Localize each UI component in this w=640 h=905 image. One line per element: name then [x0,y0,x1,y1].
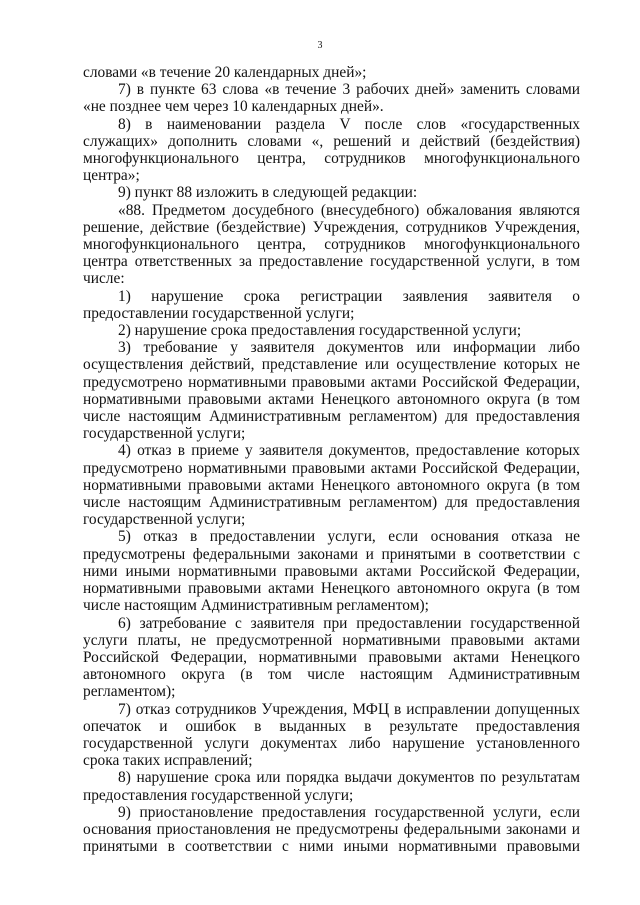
paragraph-item-9: 9) пункт 88 изложить в следующей редакции: [118,184,418,202]
list-item-3: 3) требование у заявителя документов или информации либо осуществления действий, представление или осуществление которых не предусмотрено нормативными правовыми актами Российской Федерации, нормативными правовыми актами Ненецкого автономного округа (в том числе настоящим Административным регламентом) для предоставления государственной услуги; [83,339,580,443]
list-item-2: 2) нарушение срока предоставления государственной услуги; [118,322,522,340]
paragraph-point-88: «88. Предметом досудебного (внесудебного) обжалования являются решение, действие (бездействие) Учреждения, сотрудников Учреждения, многофункционального центра, сотрудников многофункционального центра ответственных за предоставление государственной услуги, в том числе: [83,201,580,288]
paragraph-continuation: словами «в течение 20 календарных дней»; [83,64,367,81]
paragraph-item-8: 8) в наименовании раздела V после слов «государственных служащих» дополнить словами «, решений и действий (бездействия) многофункционального центра, сотрудников многофункционального центра»; [83,115,580,185]
paragraph-item-7: 7) в пункте 63 слова «в течение 3 рабочих дней» заменить словами «не позднее чем через 10 календарных дней». [83,81,580,116]
list-item-9: 9) приостановление предоставления государственной услуги, если основания приостановления не предусмотрены федеральными законами и принятыми в соответствии с ними иными нормативными правовыми [83,803,580,856]
document-body [83,64,580,855]
list-item-4: 4) отказ в приеме у заявителя документов, предоставление которых предусмотрено нормативными правовыми актами Российской Федерации, нормативными правовыми актами Ненецкого автономного округа (в том числе настоящим Административным регламентом) для предоставления государственной услуги; [83,442,580,529]
list-item-5: 5) отказ в предоставлении услуги, если основания отказа не предусмотрены федеральными законами и принятыми в соответствии с ними иными нормативными правовыми актами Российской Федерации, нормативными правовыми актами Ненецкого автономного округа (в том числе настоящим Административным регламентом); [83,528,580,615]
list-item-1: 1) нарушение срока регистрации заявления заявителя о предоставлении государственной услуги; [83,287,580,322]
list-item-6: 6) затребование с заявителя при предоставлении государственной услуги платы, не предусмотренной нормативными правовыми актами Российской Федерации, нормативными правовыми актами Ненецкого автономного округа (в том числе настоящим Административным регламентом); [83,614,580,701]
list-item-8: 8) нарушение срока или порядка выдачи документов по результатам предоставления государственной услуги; [83,769,580,804]
list-item-7: 7) отказ сотрудников Учреждения, МФЦ в исправлении допущенных опечаток и ошибок в выданных в результате предоставления государственной услуги документах либо нарушение установленного срока таких исправлений; [83,700,580,770]
page-number: 3 [317,40,323,51]
